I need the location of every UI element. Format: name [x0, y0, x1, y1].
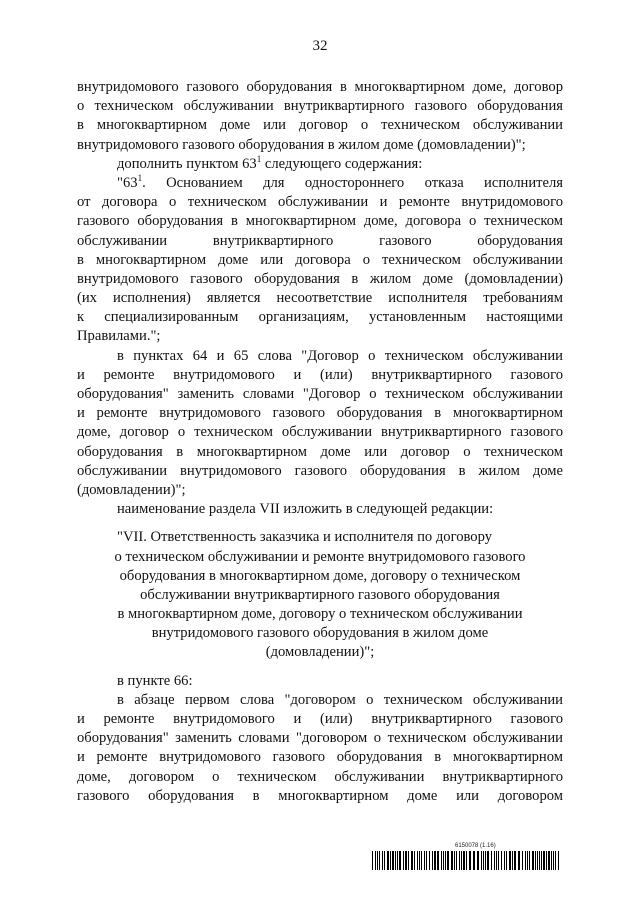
barcode-bar [481, 851, 482, 870]
text-line: от договора о техническом обслуживании и ремонте внутридомового [77, 194, 563, 211]
barcode-bar [514, 851, 516, 870]
barcode-bar [506, 851, 507, 870]
spacer [77, 663, 563, 672]
text-line: и ремонте внутридомового и (или) внутриквартирного газового [77, 711, 563, 727]
text-line: обслуживании внутридомового газового оборудования в жилом доме [77, 462, 563, 479]
barcode-bar [469, 851, 471, 870]
barcode-bar [456, 851, 457, 870]
barcode-bar [424, 851, 425, 870]
barcode-bar [558, 851, 559, 870]
barcode-bar [451, 851, 453, 870]
barcode-bar [494, 851, 495, 870]
text-line: внутридомового газового оборудования в многоквартирном доме, договор [77, 79, 563, 95]
text-line: газового оборудования в многоквартирном доме, договора о техническом [77, 213, 563, 230]
barcode-bar [426, 851, 427, 870]
superscript: 1 [137, 173, 143, 184]
text-line: о техническом обслуживании внутриквартирного газового оборудования [77, 98, 563, 115]
text-line: (их исполнения) является несоответствие исполнителя требованиям [77, 290, 563, 307]
barcode-bar [379, 851, 380, 870]
text-line: в абзаце первом слова "договором о техническом обслуживании [117, 691, 563, 708]
barcode-bar [463, 851, 465, 870]
barcode-bar [522, 851, 523, 870]
heading-line: обслуживании внутриквартирного газового оборудования [140, 586, 500, 603]
document-code: 6150078 (1.16) [455, 843, 496, 849]
text-line: (домовладении)"; [77, 481, 186, 498]
barcode-bar [390, 851, 391, 870]
barcode-bar [384, 851, 385, 870]
barcode-image [372, 851, 560, 870]
text-line: в пункте 66: [117, 672, 193, 689]
barcode-bar [414, 851, 415, 870]
text-line: газового оборудования в многоквартирном доме или договором [77, 787, 563, 804]
barcode-bar [445, 851, 446, 870]
heading-line: оборудования в многоквартирном доме, договору о техническом [119, 567, 521, 584]
barcode-bar [454, 851, 455, 870]
barcode-bar [518, 851, 520, 870]
barcode-bar [485, 851, 486, 870]
barcode-bar [392, 851, 394, 870]
text-line: Правилами."; [77, 328, 161, 345]
text-line: в многоквартирном доме или договора о техническом обслуживании [77, 251, 563, 268]
barcode-bar [399, 851, 401, 870]
barcode-bar [377, 851, 378, 870]
text-line: доме, договором о техническом обслуживании внутриквартирного [77, 768, 563, 785]
text-line: к специализированным организациям, установленным настоящими [77, 309, 563, 326]
text-fragment: дополнить пунктом 63 [117, 155, 257, 172]
barcode-bar [382, 851, 383, 870]
barcode-bar [397, 851, 398, 870]
barcode-bar [553, 851, 554, 870]
barcode-bar [403, 851, 404, 870]
text-line: оборудования в многоквартирном доме или договор о техническом [77, 443, 563, 460]
spacer [77, 519, 563, 528]
barcode-bar [551, 851, 552, 870]
barcode-bar [372, 851, 373, 870]
text-line: обслуживании внутриквартирного газового оборудования [77, 232, 563, 249]
barcode-bar [496, 851, 497, 870]
barcode-bar [461, 851, 462, 870]
barcode-bar [498, 851, 499, 870]
barcode-bar [437, 851, 439, 870]
superscript: 1 [256, 153, 262, 164]
text-line: оборудования" заменить словами "Договор о техническом обслуживании [77, 386, 563, 402]
barcode-bar [477, 851, 479, 870]
barcode-bar [539, 851, 540, 870]
barcode-bar [483, 851, 484, 870]
heading-line: внутридомового газового оборудования в жилом доме [151, 625, 489, 642]
barcode-bar [501, 851, 502, 870]
text-line: оборудования" заменить словами "договором о техническом обслуживании [77, 730, 563, 747]
barcode-bar [466, 851, 467, 870]
barcode-bar [527, 851, 528, 870]
barcode-bar [525, 851, 526, 870]
barcode-bar [473, 851, 475, 870]
barcode-bar [541, 851, 542, 870]
barcode-bar [434, 851, 436, 870]
text-line: и ремонте внутридомового и (или) внутриквартирного газового [77, 366, 563, 383]
barcode-bar [429, 851, 430, 870]
barcode-bar [419, 851, 420, 870]
text-line: доме, договор о техническом обслуживании внутриквартирного газового [77, 424, 563, 441]
text-line [77, 174, 563, 193]
barcode-bar [408, 851, 409, 870]
barcode-bar [509, 851, 511, 870]
text-fragment: . Основанием для одностороннего отказа исполнителя [142, 174, 563, 191]
text-line: внутридомового газового оборудования в жилом доме (домовладении) [77, 270, 563, 287]
barcode-bar [504, 851, 505, 870]
barcode-bar [375, 851, 376, 870]
barcode-bar [555, 851, 556, 870]
barcode-bar [491, 851, 492, 870]
text-line: и ремонте внутридомового газового оборудования в многоквартирном [77, 405, 563, 422]
heading-line: (домовладении)"; [265, 644, 375, 661]
document-body [77, 78, 563, 806]
barcode-bar [546, 851, 547, 870]
barcode-bar [529, 851, 530, 870]
text-line [77, 155, 563, 174]
barcode-bar [387, 851, 389, 870]
barcode-bar [395, 851, 396, 870]
barcode-bar [417, 851, 418, 870]
barcode-bar [487, 851, 489, 870]
text-line: и ремонте внутридомового газового оборудования в многоквартирном [77, 749, 563, 766]
barcode-bar [405, 851, 407, 870]
barcode-bar [441, 851, 442, 870]
barcode-bar [548, 851, 550, 870]
barcode-bar [543, 851, 545, 870]
barcode-bar [512, 851, 513, 870]
barcode-bar [535, 851, 536, 870]
barcode-bar [421, 851, 422, 870]
barcode-bar [443, 851, 444, 870]
barcode-bar [411, 851, 413, 870]
text-fragment: "63 [117, 174, 138, 191]
barcode-bar [537, 851, 538, 870]
text-line: наименование раздела VII изложить в следующей редакции: [117, 501, 494, 518]
barcode-bar [447, 851, 449, 870]
barcode-bar [459, 851, 460, 870]
page-number: 32 [312, 38, 328, 54]
text-line: в многоквартирном доме или договор о техническом обслуживании [77, 117, 563, 134]
barcode-bar [432, 851, 433, 870]
heading-line: "VII. Ответственность заказчика и исполнителя по договору [117, 529, 492, 546]
text-fragment: следующего содержания: [261, 155, 423, 172]
heading-line: в многоквартирном доме, договору о техническом обслуживании [117, 606, 523, 623]
barcode-bar [532, 851, 534, 870]
text-line: в пунктах 64 и 65 слова "Договор о техническом обслуживании [117, 347, 563, 364]
heading-line: о техническом обслуживании и ремонте внутридомового газового [114, 548, 526, 565]
text-line: внутридомового газового оборудования в жилом доме (домовладении)"; [77, 136, 526, 153]
